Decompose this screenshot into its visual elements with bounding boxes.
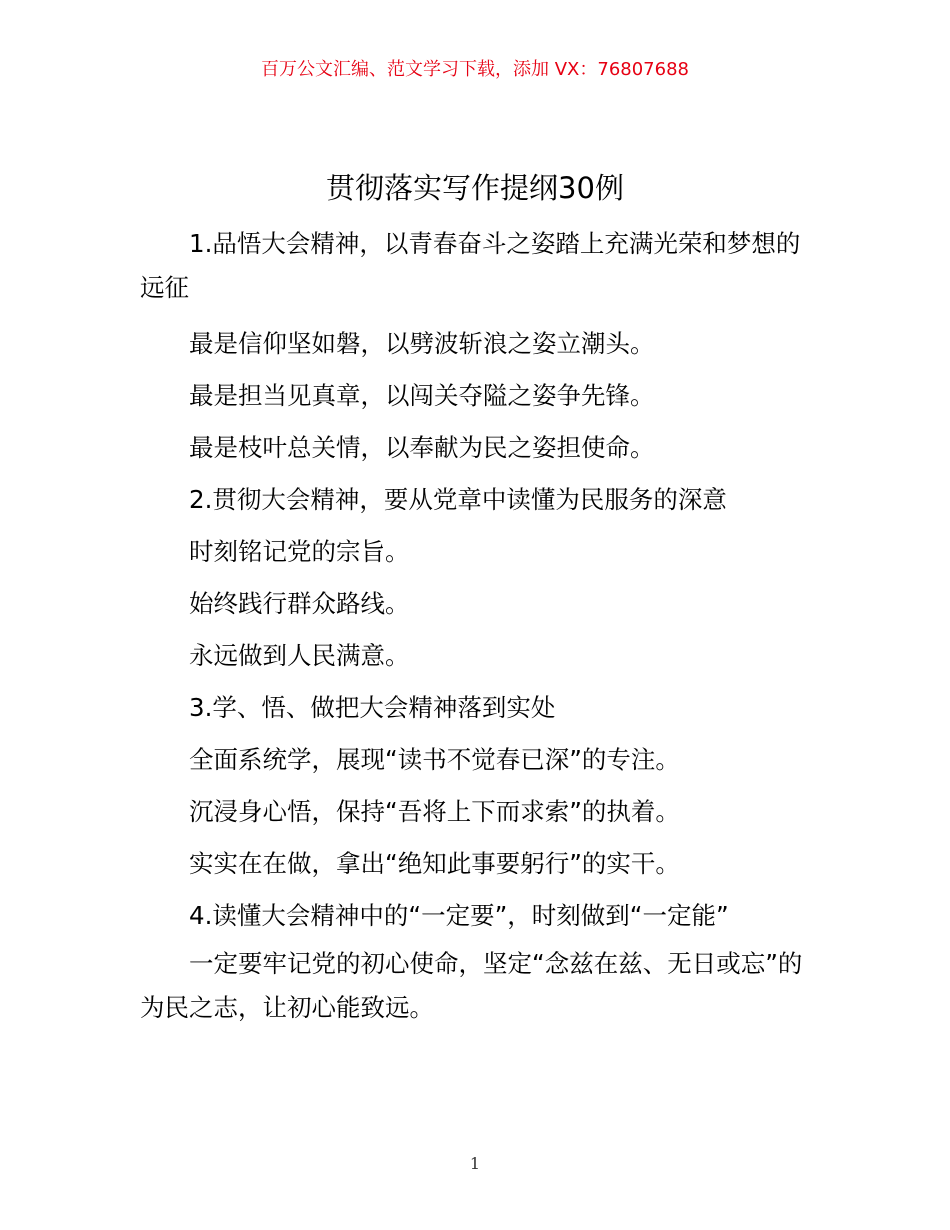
heading-3: 3.学、悟、做把大会精神落到实处 <box>189 693 556 722</box>
paragraph: 全面系统学，展现“读书不觉春已深”的专注。 <box>189 745 680 774</box>
heading-2: 2.贯彻大会精神，要从党章中读懂为民服务的深意 <box>189 485 727 514</box>
heading-1: 1.品悟大会精神，以青春奋斗之姿踏上充满光荣和梦想的远征 <box>140 229 801 302</box>
paragraph: 始终践行群众路线。 <box>189 589 410 618</box>
paragraph: 最是枝叶总关情，以奉献为民之姿担使命。 <box>189 433 655 462</box>
paragraph: 沉浸身心悟，保持“吾将上下而求索”的执着。 <box>189 797 680 826</box>
header-watermark-note: 百万公文汇编、范文学习下载，添加 VX：76807688 <box>261 59 689 80</box>
paragraph: 永远做到人民满意。 <box>189 641 410 670</box>
paragraph: 最是担当见真章，以闯关夺隘之姿争先锋。 <box>189 381 655 410</box>
heading-4: 4.读懂大会精神中的“一定要”，时刻做到“一定能” <box>189 901 729 930</box>
paragraph: 实实在在做，拿出“绝知此事要躬行”的实干。 <box>189 849 680 878</box>
paragraph: 最是信仰坚如磐，以劈波斩浪之姿立潮头。 <box>189 329 655 358</box>
paragraph: 时刻铭记党的宗旨。 <box>189 537 410 566</box>
document-title: 贯彻落实写作提纲30例 <box>326 171 624 205</box>
document-body <box>140 222 812 1038</box>
page-number: 1 <box>469 1154 481 1173</box>
paragraph: 一定要牢记党的初心使命，坚定“念兹在兹、无日或忘”的为民之志，让初心能致远。 <box>140 949 803 1022</box>
